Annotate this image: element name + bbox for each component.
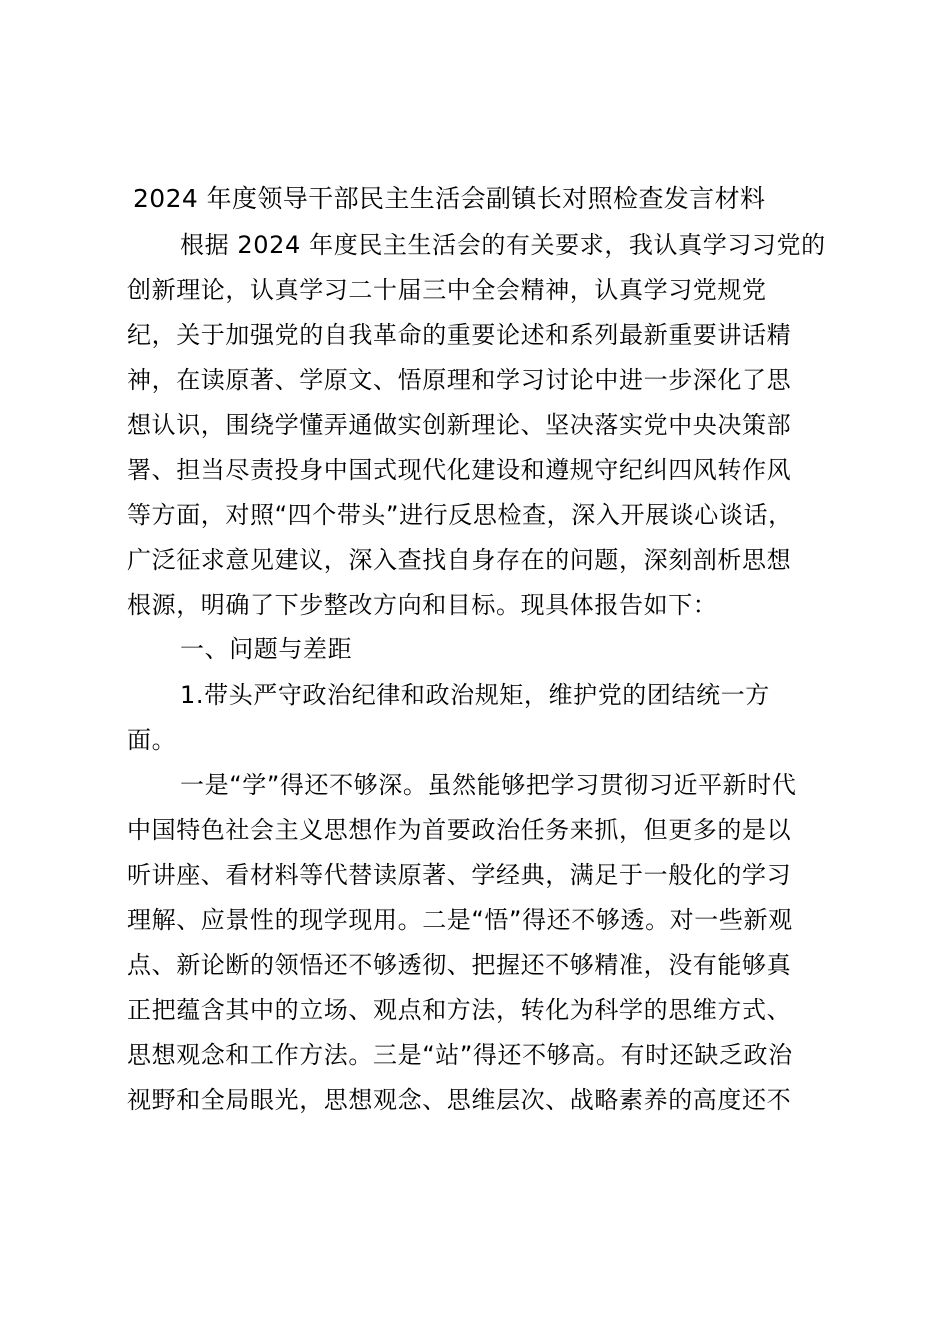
- document-title: 2024 年度领导干部民主生活会副镇长对照检查发言材料: [133, 184, 766, 213]
- paragraph-line: 神，在读原著、学原文、悟原理和学习讨论中进一步深化了思: [127, 366, 792, 394]
- paragraph-line: 视野和全局眼光，思想观念、思维层次、战略素养的高度还不: [127, 1086, 792, 1114]
- section-heading: 一、问题与差距: [180, 635, 353, 663]
- paragraph-line: 听讲座、看材料等代替读原著、学经典，满足于一般化的学习: [127, 861, 792, 889]
- subsection-heading-cont: 面。: [127, 726, 177, 754]
- paragraph-line: 思想观念和工作方法。三是“站”得还不够高。有时还缺乏政治: [127, 1041, 793, 1069]
- paragraph-line: 想认识，围绕学懂弄通做实创新理论、坚决落实党中央决策部: [127, 411, 792, 439]
- subsection-heading: 1.带头严守政治纪律和政治规矩，维护党的团结统一方: [180, 681, 770, 709]
- paragraph-line: 中国特色社会主义思想作为首要政治任务来抓，但更多的是以: [127, 816, 792, 844]
- paragraph-line: 根源，明确了下步整改方向和目标。现具体报告如下：: [127, 591, 718, 619]
- paragraph-line: 创新理论，认真学习二十届三中全会精神，认真学习党规党: [127, 276, 767, 304]
- paragraph-line: 署、担当尽责投身中国式现代化建设和遵规守纪纠四风转作风: [127, 456, 792, 484]
- paragraph-line: 等方面，对照“四个带头”进行反思检查，深入开展谈心谈话，: [127, 501, 793, 529]
- paragraph-line: 纪，关于加强党的自我革命的重要论述和系列最新重要讲话精: [127, 321, 792, 349]
- paragraph-line: 一是“学”得还不够深。虽然能够把学习贯彻习近平新时代: [180, 771, 797, 799]
- paragraph-line: 理解、应景性的现学现用。二是“悟”得还不够透。对一些新观: [127, 906, 793, 934]
- paragraph-line: 根据 2024 年度民主生活会的有关要求，我认真学习习党的: [180, 231, 826, 259]
- paragraph-line: 广泛征求意见建议，深入查找自身存在的问题，深刻剖析思想: [127, 546, 792, 574]
- paragraph-line: 点、新论断的领悟还不够透彻、把握还不够精准，没有能够真: [127, 951, 792, 979]
- paragraph-line: 正把蕴含其中的立场、观点和方法，转化为科学的思维方式、: [127, 996, 792, 1024]
